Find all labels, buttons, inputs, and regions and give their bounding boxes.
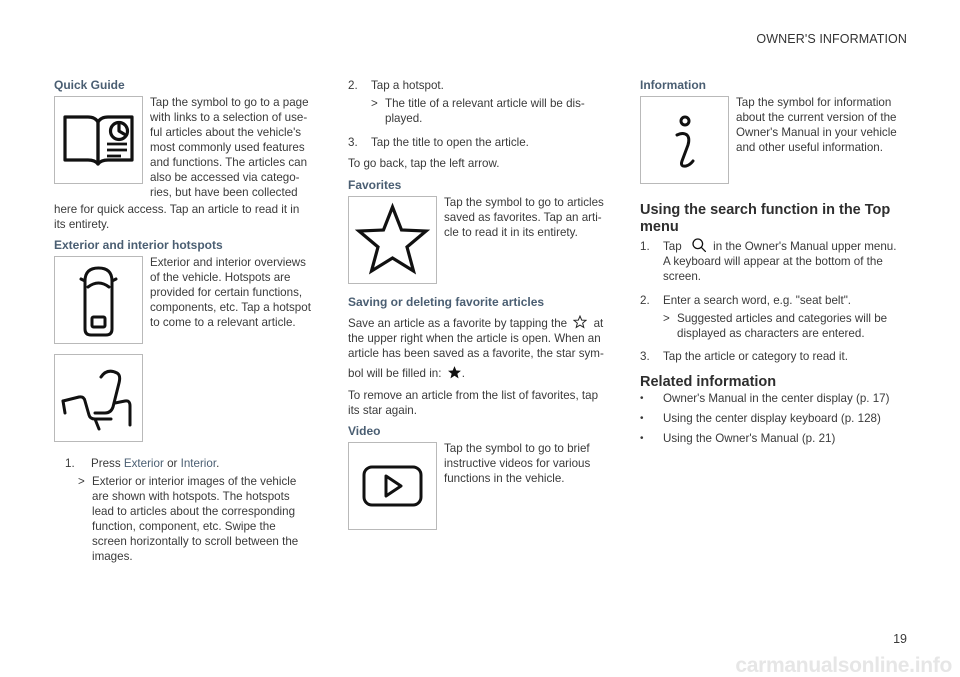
- text-line: its star again.: [348, 404, 417, 417]
- text-line: to come to a relevant article.: [150, 316, 296, 329]
- saving-line-1b: at: [593, 317, 604, 330]
- play-video-icon[interactable]: [348, 442, 437, 530]
- text-line: screen.: [663, 270, 702, 283]
- result-marker: >: [371, 97, 378, 110]
- search-step-3-number: 3.: [640, 350, 650, 363]
- saving-line-1a: Save an article as a favorite by tapping the: [348, 317, 568, 330]
- text-line: functions in the vehicle.: [444, 472, 565, 485]
- step-3-number: 3.: [348, 136, 358, 149]
- related-heading: Related information: [640, 374, 777, 390]
- quick-guide-text-cont: [54, 202, 324, 232]
- text-line: screen horizontally to scroll between the: [92, 535, 299, 548]
- saving-line-4b: .: [461, 367, 465, 380]
- search-step-1: [663, 237, 913, 284]
- step-2-number: 2.: [348, 79, 358, 92]
- text-line: Tap the symbol for information: [736, 96, 892, 109]
- information-heading: Information: [640, 78, 706, 92]
- text-line: provided for certain functions,: [150, 286, 303, 299]
- text-line: and functions. The articles can: [150, 156, 308, 169]
- search-step-1b: in the Owner's Manual upper menu.: [713, 240, 897, 253]
- favorites-text: [444, 195, 616, 240]
- search-step-2-result: [663, 311, 927, 341]
- text-line: A keyboard will appear at the bottom of the: [663, 255, 883, 268]
- search-step-1-number: 1.: [640, 240, 650, 253]
- text-line: components, etc. Tap a hotspot: [150, 301, 311, 314]
- step-1-press: Press: [91, 457, 121, 470]
- heading-line: Using the search function in the Top: [640, 202, 891, 218]
- text-line: most commonly used features: [150, 141, 305, 154]
- list-item: [640, 411, 920, 431]
- text-line: instructive videos for various: [444, 457, 591, 470]
- result-marker: >: [663, 312, 670, 325]
- text-line: article has been saved as a favorite, the star sym-: [348, 347, 604, 360]
- text-line: Tap the symbol to go to brief: [444, 442, 590, 455]
- video-text: [444, 441, 616, 486]
- text-line: Owner's Manual in your vehicle: [736, 126, 897, 139]
- saving-line-4a: bol will be filled in:: [348, 367, 442, 380]
- star-outline-icon[interactable]: [348, 196, 437, 284]
- related-list: [640, 391, 920, 451]
- related-link[interactable]: Using the center display keyboard (p. 128): [663, 412, 881, 425]
- text-line: the upper right when the article is open. When an: [348, 332, 601, 345]
- text-line: cle to read it in its entirety.: [444, 226, 578, 239]
- list-item: [640, 391, 920, 411]
- quick-guide-text: [150, 95, 322, 200]
- text-line: also be accessed via catego-: [150, 171, 300, 184]
- text-line: Suggested articles and categories will be: [677, 312, 888, 325]
- search-step-3: Tap the article or category to read it.: [663, 350, 848, 363]
- back-instruction: To go back, tap the left arrow.: [348, 157, 500, 170]
- text-line: images.: [92, 550, 133, 563]
- hotspots-heading: Exterior and interior hotspots: [54, 238, 223, 252]
- text-line: and other useful information.: [736, 141, 883, 154]
- text-line: its entirety.: [54, 218, 110, 231]
- step-3: Tap the title to open the article.: [371, 136, 529, 149]
- car-top-view-icon[interactable]: [54, 256, 143, 344]
- text-line: The title of a relevant article will be dis-: [385, 97, 585, 110]
- related-link[interactable]: Using the Owner's Manual (p. 21): [663, 432, 836, 445]
- search-icon: [691, 237, 707, 253]
- text-line: function, component, etc. Swipe the: [92, 520, 276, 533]
- saving-heading: Saving or deleting favorite articles: [348, 295, 545, 309]
- text-line: with links to a selection of use-: [150, 111, 308, 124]
- text-line: [348, 315, 618, 331]
- text-line: of the vehicle. Hotspots are: [150, 271, 291, 284]
- related-link[interactable]: Owner's Manual in the center display (p. 17): [663, 392, 890, 405]
- bullet: •: [640, 393, 644, 404]
- hotspots-text: [150, 255, 322, 330]
- information-text: [736, 95, 911, 155]
- search-step-1a: Tap: [663, 240, 682, 253]
- text-line: [663, 237, 913, 254]
- book-clock-icon[interactable]: [54, 96, 143, 184]
- text-line: To remove an article from the list of favorites, tap: [348, 389, 599, 402]
- favorites-heading: Favorites: [348, 178, 402, 192]
- search-step-2-number: 2.: [640, 294, 650, 307]
- text-line: lead to articles about the corresponding: [92, 505, 296, 518]
- saving-text: [348, 315, 618, 381]
- search-step-2: Enter a search word, e.g. "seat belt".: [663, 294, 852, 307]
- step-1: [91, 456, 321, 471]
- text-line: ful articles about the vehicle's: [150, 126, 302, 139]
- interior-link[interactable]: Interior: [180, 457, 217, 470]
- text-line: here for quick access. Tap an article to read it in: [54, 203, 300, 216]
- text-line: Tap the symbol to go to a page: [150, 96, 309, 109]
- step-1-end: .: [216, 457, 220, 470]
- info-icon[interactable]: [640, 96, 729, 184]
- remove-text: [348, 388, 618, 418]
- page-number: 19: [893, 632, 907, 646]
- step-1-number: 1.: [65, 457, 75, 470]
- text-line: played.: [385, 112, 423, 125]
- search-heading: [640, 202, 910, 236]
- heading-line: menu: [640, 219, 679, 235]
- star-filled-icon: [447, 365, 462, 380]
- quick-guide-heading: Quick Guide: [54, 78, 125, 92]
- result-marker: >: [78, 475, 85, 488]
- step-1-result: [78, 474, 338, 564]
- text-line: [348, 365, 618, 381]
- text-line: saved as favorites. Tap an arti-: [444, 211, 602, 224]
- watermark: carmanualsonline.info: [735, 654, 952, 677]
- star-outline-icon: [573, 315, 587, 329]
- step-1-or: or: [167, 457, 178, 470]
- text-line: are shown with hotspots. The hotspots: [92, 490, 290, 503]
- video-heading: Video: [348, 424, 381, 438]
- bullet: •: [640, 433, 644, 444]
- text-line: Exterior or interior images of the vehicle: [92, 475, 297, 488]
- step-2-result: [371, 96, 630, 126]
- text-line: about the current version of the: [736, 111, 897, 124]
- list-item: [640, 431, 920, 451]
- exterior-link[interactable]: Exterior: [123, 457, 164, 470]
- bullet: •: [640, 413, 644, 424]
- text-line: Exterior and interior overviews: [150, 256, 306, 269]
- text-line: Tap the symbol to go to articles: [444, 196, 604, 209]
- section-header: OWNER'S INFORMATION: [756, 32, 907, 46]
- text-line: displayed as characters are entered.: [677, 327, 865, 340]
- seat-icon[interactable]: [54, 354, 143, 442]
- text-line: ries, but have been collected: [150, 186, 298, 199]
- step-2: Tap a hotspot.: [371, 79, 444, 92]
